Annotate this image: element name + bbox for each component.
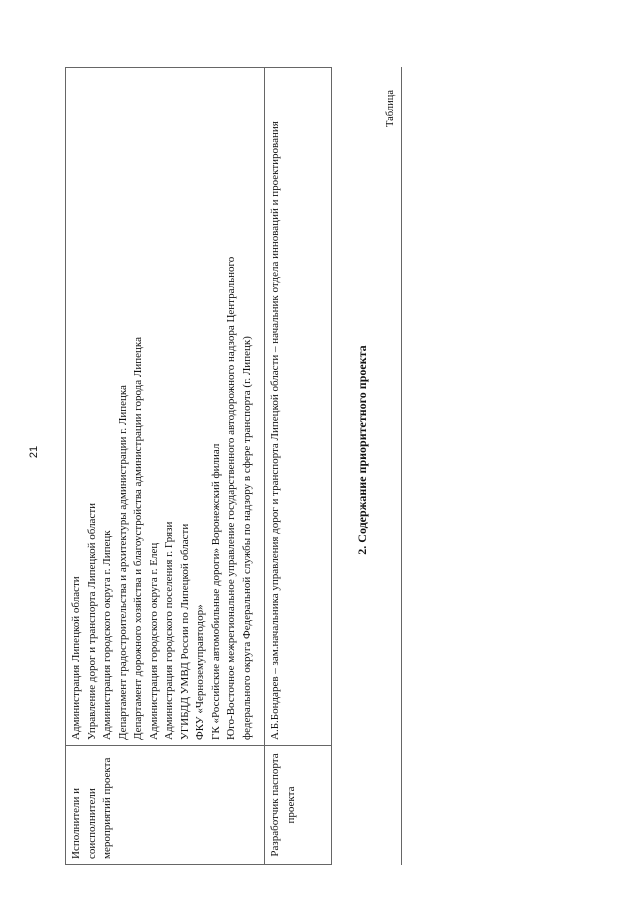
section-title: 2. Содержание приоритетного проекта: [355, 345, 369, 555]
developer-label: Разработчик паспорта проекта: [265, 746, 332, 865]
table-top-rule: [401, 67, 402, 865]
passport-table: [65, 67, 332, 865]
executors-label: Исполнители и соисполнители мероприятий проекта: [66, 746, 265, 865]
rotated-page-content: [60, 30, 460, 870]
table-row: [66, 68, 265, 865]
page-number: 21: [28, 445, 40, 459]
list-item: ГК «Российские автомобильные дороги» Воронежский филиал: [209, 443, 222, 740]
list-item: Администрация городского округа г. Елец: [147, 542, 160, 740]
list-item: Администрация городского поселения г. Грязи: [163, 521, 175, 740]
list-item: Администрация Липецкой области: [70, 576, 82, 740]
list-item: Департамент дорожного хозяйства и благоустройства администрации города Липецка: [132, 337, 144, 740]
list-item: ФКУ «Черноземуправтодор»: [194, 604, 206, 740]
table-row: [265, 68, 332, 865]
executors-list: [66, 68, 265, 746]
list-item: УГИБДД УМВД России по Липецкой области: [178, 523, 191, 740]
list-item: Управление дорог и транспорта Липецкой области: [85, 502, 98, 740]
list-item: Юго-Восточное межрегиональное управление государственного автодорожного надзора Центрального: [225, 256, 237, 740]
list-item: Департамент градостроительства и архитектуры администрации г. Липецка: [116, 385, 129, 740]
table-caption: Таблица: [385, 90, 396, 128]
developer-value: А.Б.Бондарев – зам.начальника управления дорог и транспорта Липецкой области – начальник отдела инноваций и проектирования: [265, 68, 332, 746]
list-item: Администрация городского округа г. Липецк: [101, 530, 113, 740]
list-item: федерального округа Федеральной службы по надзору в сфере транспорта (г. Липецк): [240, 336, 253, 740]
